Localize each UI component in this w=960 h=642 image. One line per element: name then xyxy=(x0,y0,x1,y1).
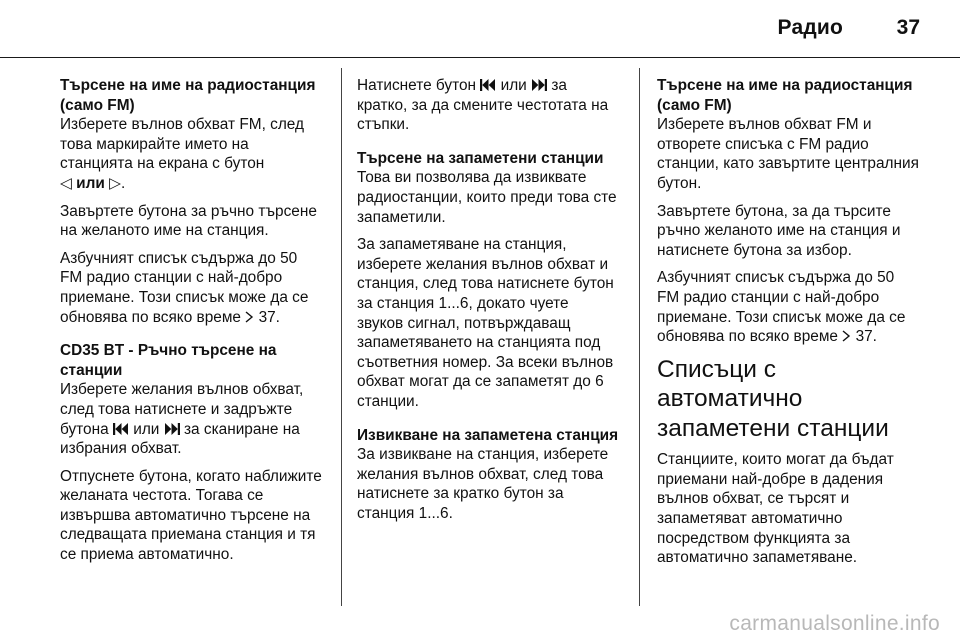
left-arrow-icon: ◁ xyxy=(60,174,72,192)
section-fm-name-search-list xyxy=(657,76,919,194)
paragraph-block xyxy=(657,268,919,346)
seek-back-icon xyxy=(480,79,496,91)
section-heading: Извикване на запаметена станция xyxy=(357,426,619,444)
column-divider xyxy=(639,68,640,606)
page-number: 37 xyxy=(896,16,920,39)
paragraph: Азбучният списък съдържа до 50 FM радио станции с най-добро приемане. Този списък може да се обновява по всяко време 37. xyxy=(657,269,906,346)
section-heading: Търсене на име на радиостанция (само FM) xyxy=(60,77,316,114)
paragraph: Станциите, които могат да бъдат приемани най-добре в дадения вълнов обхват, се търсят и запаметяват автоматично посредством функцията за автоматично запаметяване. xyxy=(657,451,894,567)
paragraph: Изберете вълнов обхват FM и отворете списъка с FM радио станции, като завъртите централния бутон. xyxy=(657,116,919,192)
paragraph: Това ви позволява да извиквате радиостанции, които преди това сте запаметили. xyxy=(357,169,617,226)
paragraph-block xyxy=(657,202,919,261)
page-reference: 37. xyxy=(855,328,877,346)
watermark: carmanualsonline.info xyxy=(729,612,940,635)
chapter-heading: Списъци с автоматично запаметени станции xyxy=(657,355,889,442)
section-heading: Търсене на запаметени станции xyxy=(357,149,604,167)
right-arrow-icon: ▷. xyxy=(109,174,126,192)
paragraph: Завъртете бутона, за да търсите ръчно желаното име на станция и натиснете бутона за избор. xyxy=(657,202,901,259)
seek-forward-icon xyxy=(164,423,180,435)
paragraph: За запаметяване на станция, изберете желания вълнов обхват и станция, след това натиснете бутон за станция 1...6, докато чуете звуков сигнал, потвърждаващ запаметяването на станцията под съответния номер. За всеки вълнов обхват могат да се запаметят до 6 станции. xyxy=(357,236,614,410)
column-1 xyxy=(60,76,322,573)
paragraph-block xyxy=(60,467,322,565)
paragraph: Завъртете бутона за ръчно търсене на желаното име на станция. xyxy=(60,202,317,240)
paragraph: Натиснете бутон или за кратко, за да смените честотата на стъпки. xyxy=(357,77,609,134)
paragraph: Азбучният списък съдържа до 50 FM радио станции с най-добро приемане. Този списък може да се обновява по всяко време 37. xyxy=(60,249,309,326)
page-reference-icon xyxy=(245,311,254,323)
paragraph: Изберете желания вълнов обхват, след това натиснете и задръжте бутона или за сканиране на избрания обхват. xyxy=(60,381,304,458)
seek-forward-icon xyxy=(531,79,547,91)
section-recall-station xyxy=(357,426,619,524)
column-3 xyxy=(657,76,919,576)
page-header xyxy=(0,0,960,58)
section-heading: Търсене на име на радиостанция (само FM) xyxy=(657,77,913,114)
paragraph-block xyxy=(357,235,619,411)
section-stored-search xyxy=(357,149,619,227)
paragraph-block xyxy=(60,202,322,241)
section-autostore-lists xyxy=(657,355,919,568)
column-divider xyxy=(341,68,342,606)
column-2 xyxy=(357,76,619,531)
section-title: Радио xyxy=(777,16,843,39)
section-cd35-manual-search xyxy=(60,341,322,459)
paragraph: Отпуснете бутона, когато наближите желаната честота. Тогава се извършва автоматично търсене на следващата приемана станция и тя се приема автоматично. xyxy=(60,467,322,564)
page-reference: 37. xyxy=(258,308,280,326)
page-reference-icon xyxy=(842,330,851,342)
paragraph: Изберете вълнов обхват FM, след това маркирайте името на станцията на екрана с бутон ◁ или ▷. xyxy=(60,116,305,192)
paragraph-block xyxy=(357,76,619,135)
paragraph: За извикване на станция, изберете желания вълнов обхват, след това натиснете за кратко бутон за станция 1...6. xyxy=(357,446,609,522)
paragraph-block xyxy=(60,249,322,327)
section-heading: CD35 BT - Ръчно търсене на станции xyxy=(60,342,277,379)
section-fm-name-search xyxy=(60,76,322,194)
seek-back-icon xyxy=(113,423,129,435)
